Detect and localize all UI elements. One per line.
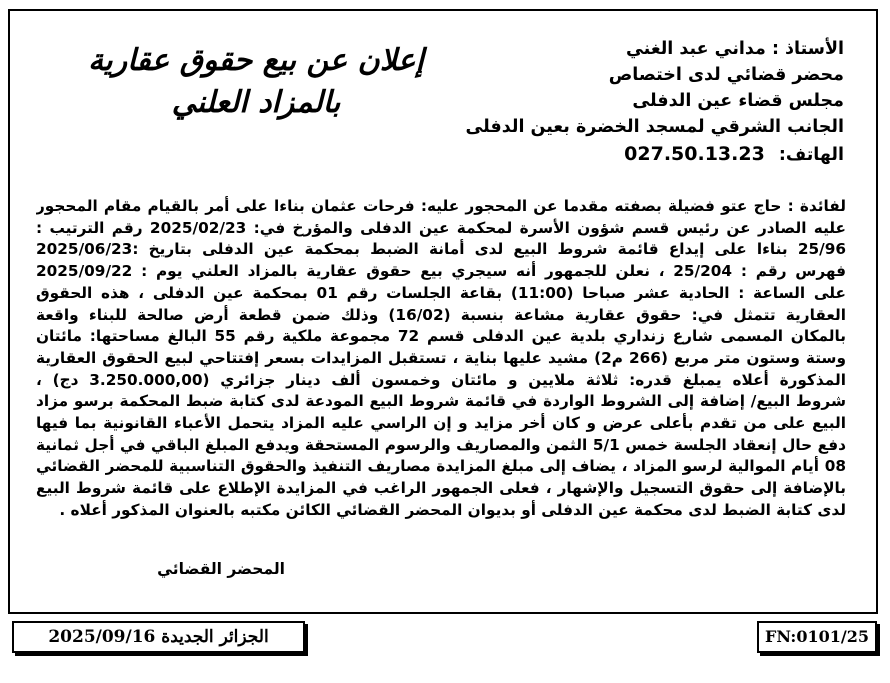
body-line: دفع حال إنعقاد الجلسة خمس 5/1 الثمن والمصاريف والرسوم المستحقة ويدفع المبلغ الباقي في أجل ثمانية [36,435,846,454]
court-jurisdiction: مجلس قضاء عين الدفلى [632,91,844,111]
body-line: عليه الصادر عن رئيس قسم شؤون الأسرة لمحكمة عين الدفلى والمؤرخ في: 2025/02/23 رقم الترتيب : [36,218,846,237]
body-line: 25/96 بناءا على إيداع قائمة شروط البيع لدى أمانة الضبط بمحكمة عين الدفلى بتاريخ :2025/06/23 [36,240,846,259]
body-line: لفائدة : حاج عتو فضيلة بصفته مقدما عن المحجور عليه: فرحات عثمان بناءا على أمر بالقيام مقام المحجور [36,197,846,215]
newspaper-date: الجزائر الجديدة 2025/09/16 [48,627,269,647]
bailiff-title: محضر قضائي لدى اختصاص [608,65,844,85]
notice-title-line-2: بالمزاد العلني [171,85,341,120]
body-line: المذكورة أعلاه يمبلغ قدره: ثلاثة ملايين و مائتان وخمسون ألف دينار جزائري (3.250.000,00 دج) ، [36,370,846,389]
body-line: 08 أيام الموالية لرسو المزاد ، يضاف إلى مبلغ المزايدة مصاريف التنفيذ والحقوق التناسبية للمحضر القضائي [36,457,846,476]
body-line: على الساعة : الحادية عشر صباحا (11:00) بقاعة الجلسات رقم 01 بمحكمة عين الدفلى ، هذه الحقوق [36,283,846,302]
signature: المحضر القضائي [157,560,285,578]
body-line: البيع على من تقدم بأعلى عرض و كان أخر مزايد و إن الراسي عليه المزاد يتحمل الأعباء القانونية بما فيها [36,414,846,433]
file-number-box [757,621,877,653]
bailiff-name: الأستاذ : مداني عبد الغني [625,39,844,59]
body-line: بالمكان المسمى شارع زنداري بلدية عين الدفلى قسم 72 مجموعة ملكية رقم 55 البالغ مساحتها: مائتان [36,327,846,346]
notice-body [36,196,846,522]
office-address: الجانب الشرقي لمسجد الخضرة بعين الدفلى [465,117,844,137]
body-line: لدى كتابة الضبط لدى محكمة عين الدفلى أو بديوان المحضر القضائي الكائن مكتبه بالعنوان المذكور أعلاه . [59,500,846,519]
newspaper-box [12,621,305,653]
body-line: فهرس رقم : 25/204 ، نعلن للجمهور أنه سيجري بيع حقوق عقارية بالمزاد العلني يوم : 2025/09/22 [36,262,846,281]
body-line: وستة وستون متر مربع (266 م2) مشيد عليها بناية ، تستقبل المزايدات بسعر إفتتاحي لبيع الحقوق العقارية [36,348,846,367]
phone-line [464,141,844,168]
body-line: بالإضافة إلى حقوق التسجيل والإشهار ، فعلى الجمهور الراغب في المزايدة الإطلاع على قائمة شروط البيع [36,479,846,498]
notice-title [46,40,466,124]
bailiff-header [464,36,844,168]
body-line: شروط البيع/ إضافة إلى الشروط الواردة في قائمة شروط البيع المودعة لدى كتابة ضبط المحكمة برسو مزاد [36,392,846,411]
notice-title-line-1: إعلان عن بيع حقوق عقارية [88,43,424,78]
file-number: FN:0101/25 [765,627,869,646]
phone-label: الهاتف: [778,145,844,165]
phone-number: 027.50.13.23 [624,143,765,165]
body-line: العقارية تتمثل في: حقوق عقارية مشاعة بنسبة (16/02) وذلك ضمن قطعة أرض صالحة للبناء واقعة [36,305,846,324]
